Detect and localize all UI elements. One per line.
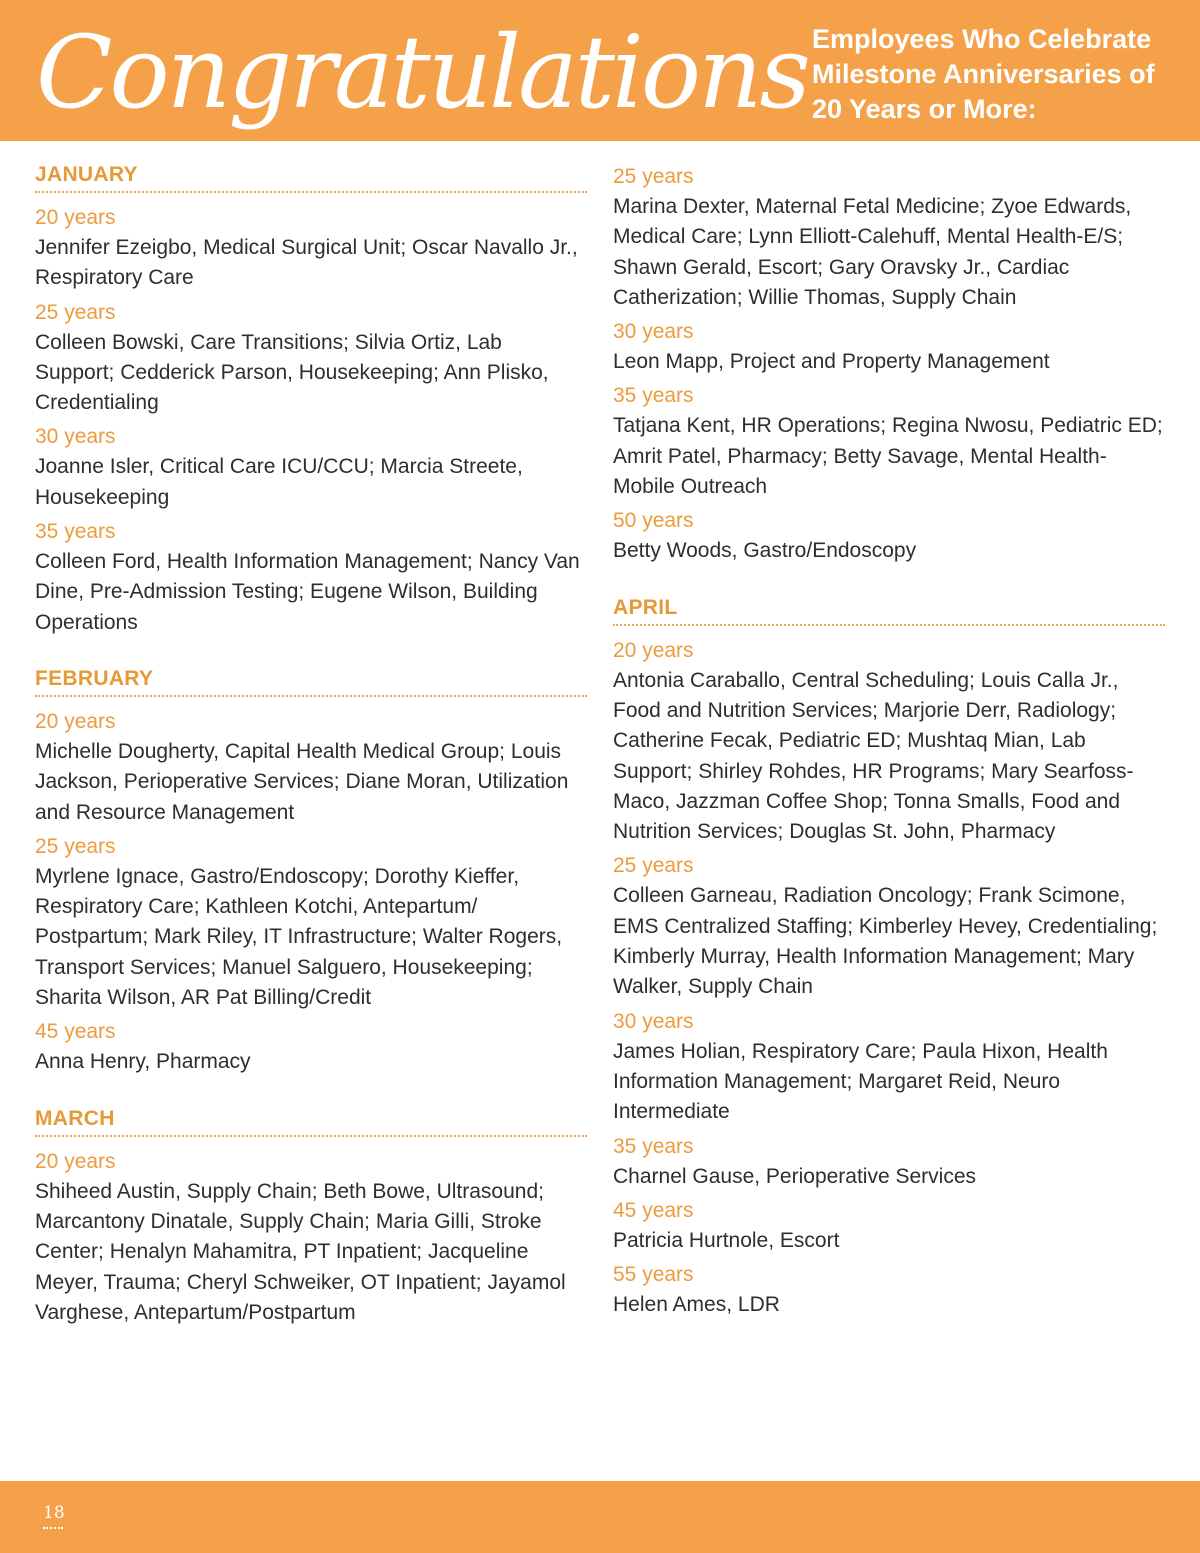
- years-label: 45 years: [35, 1020, 116, 1044]
- years-label: 30 years: [613, 1009, 694, 1033]
- footer-bar: [0, 1481, 1200, 1553]
- month-heading: JANUARY: [35, 162, 587, 193]
- employee-list: Joanne Isler, Critical Care ICU/CCU; Marcia Streete, Housekeeping: [35, 455, 523, 509]
- page-number-underline: [43, 1527, 63, 1529]
- employee-list: Colleen Bowski, Care Transitions; Silvia Ortiz, Lab Support; Cedderick Parson, Housekeeping; Ann Plisko, Credentialing: [35, 330, 549, 415]
- employee-list: Myrlene Ignace, Gastro/Endoscopy; Dorothy Kieffer, Respiratory Care; Kathleen Kotchi, Antepartum/ Postpartum; Mark Riley, IT Infrastructure; Walter Rogers, Transport Services; Manuel Salguero, Housekeeping; Sharita Wilson, AR Pat Billing/Credit: [35, 864, 563, 1010]
- years-label: 55 years: [613, 1263, 694, 1287]
- subtitle-line: Milestone Anniversaries of: [812, 59, 1155, 89]
- employee-list: Shiheed Austin, Supply Chain; Beth Bowe, Ultrasound; Marcantony Dinatale, Supply Chain; Maria Gilli, Stroke Center; Henalyn Mahamitra, PT Inpatient; Jacqueline Meyer, Trauma; Cheryl Schweiker, OT Inpatient; Jayamol Varghese, Antepartum/Postpartum: [35, 1179, 566, 1324]
- header-banner: [0, 0, 1200, 141]
- month-section-march-continued: [613, 162, 1165, 567]
- subtitle-line: 20 Years or More:: [812, 94, 1037, 124]
- years-label: 25 years: [35, 300, 116, 324]
- years-label: 25 years: [613, 854, 694, 878]
- employee-list: Charnel Gause, Perioperative Services: [613, 1164, 977, 1188]
- employee-list: Antonia Caraballo, Central Scheduling; Louis Calla Jr., Food and Nutrition Services; Marjorie Derr, Radiology; Catherine Fecak, Pediatric ED; Mushtaq Mian, Lab Support; Shirley Rohdes, HR Programs; Mary Searfoss-Maco, Jazzman Coffee Shop; Tonna Smalls, Food and Nutrition Services; Douglas St. John, Pharmacy: [613, 668, 1134, 844]
- years-label: 35 years: [613, 1134, 694, 1158]
- employee-list: Jennifer Ezeigbo, Medical Surgical Unit; Oscar Navallo Jr., Respiratory Care: [35, 236, 578, 290]
- month-section-march: [35, 1106, 587, 1328]
- month-section-february: [35, 666, 587, 1078]
- employee-list: Patricia Hurtnole, Escort: [613, 1228, 840, 1252]
- employee-list: Colleen Ford, Health Information Management; Nancy Van Dine, Pre-Admission Testing; Eugene Wilson, Building Operations: [35, 550, 580, 634]
- month-heading: MARCH: [35, 1106, 587, 1137]
- employee-list: Anna Henry, Pharmacy: [35, 1050, 251, 1074]
- month-heading: APRIL: [613, 595, 1165, 626]
- years-label: 25 years: [613, 165, 694, 188]
- header-subtitle: [812, 22, 1182, 127]
- years-label: 20 years: [35, 206, 116, 229]
- employee-list: James Holian, Respiratory Care; Paula Hixon, Health Information Management; Margaret Reid, Neuro Intermediate: [613, 1039, 1108, 1124]
- page-title: Congratulations: [36, 14, 808, 131]
- employee-list: Betty Woods, Gastro/Endoscopy: [613, 539, 917, 563]
- employee-list: Leon Mapp, Project and Property Management: [613, 350, 1050, 374]
- years-label: 25 years: [35, 834, 116, 858]
- right-column: [613, 162, 1165, 1348]
- month-section-april: [613, 595, 1165, 1321]
- employee-list: Marina Dexter, Maternal Fetal Medicine; Zyoe Edwards, Medical Care; Lynn Elliott-Calehuff, Mental Health-E/S; Shawn Gerald, Escort; Gary Oravsky Jr., Cardiac Catherization; Willie Thomas, Supply Chain: [613, 195, 1132, 309]
- years-label: 20 years: [35, 1149, 116, 1173]
- years-label: 30 years: [613, 320, 694, 344]
- years-label: 35 years: [613, 384, 694, 408]
- month-section-january: [35, 162, 587, 638]
- left-column: [35, 162, 587, 1356]
- month-heading: FEBRUARY: [35, 666, 587, 697]
- years-label: 20 years: [35, 709, 116, 733]
- employee-list: Colleen Garneau, Radiation Oncology; Frank Scimone, EMS Centralized Staffing; Kimberley Hevey, Credentialing; Kimberly Murray, Health Information Management; Mary Walker, Supply Chain: [613, 884, 1158, 999]
- years-label: 30 years: [35, 425, 116, 449]
- years-label: 35 years: [35, 520, 116, 544]
- years-label: 20 years: [613, 638, 694, 662]
- employee-list: Helen Ames, LDR: [613, 1293, 780, 1317]
- years-label: 50 years: [613, 509, 694, 533]
- subtitle-line: Employees Who Celebrate: [812, 24, 1152, 54]
- employee-list: Tatjana Kent, HR Operations; Regina Nwosu, Pediatric ED; Amrit Patel, Pharmacy; Betty Savage, Mental Health-Mobile Outreach: [613, 414, 1163, 499]
- employee-list: Michelle Dougherty, Capital Health Medical Group; Louis Jackson, Perioperative Services; Diane Moran, Utilization and Resource Management: [35, 739, 569, 824]
- years-label: 45 years: [613, 1198, 694, 1222]
- page-number: 18: [43, 1503, 65, 1523]
